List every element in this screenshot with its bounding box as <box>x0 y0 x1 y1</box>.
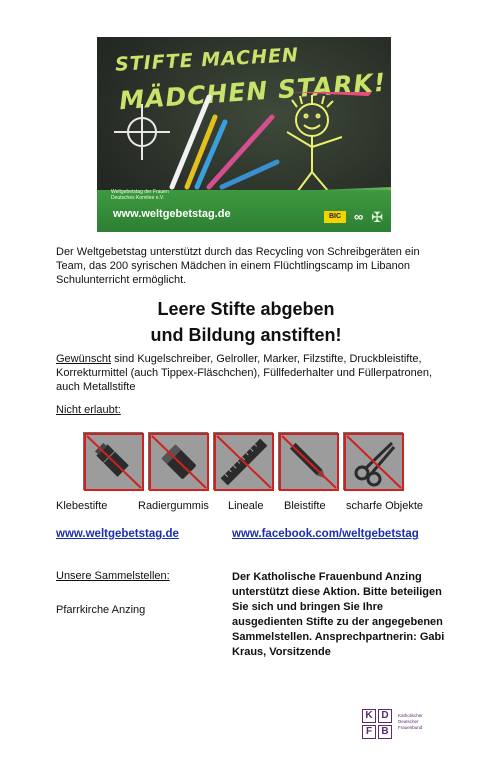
stick-figure-icon <box>287 95 342 192</box>
banner-logos <box>324 211 383 223</box>
kdfb-letter-grid <box>362 709 392 739</box>
banner-headline-line1: STIFTE MACHEN <box>114 44 300 76</box>
banner-headline-line2: MÄDCHEN STARK! <box>118 67 388 116</box>
banner-url: www.weltgebetstag.de <box>113 208 231 220</box>
wanted-paragraph <box>56 352 436 394</box>
wanted-lead: Gewünscht <box>56 353 112 365</box>
infinity-logo-icon: ∞ <box>353 209 364 224</box>
ruler-icon <box>213 432 273 490</box>
label-pencils: Bleistifte <box>284 500 326 512</box>
kdfb-letter-b: B <box>378 725 392 739</box>
kfb-info-text: Der Katholische Frauenbund Anzing unterstützt diese Aktion. Bitte beteiligen Sie sich und bringen Sie Ihre ausgedienten Stifte zu der angegebenen Sammelstellen. Ansprechpartnerin: Gabi Kraus, Vorsitzende <box>232 571 445 658</box>
kdfb-letter-k: K <box>362 709 376 723</box>
chalk-illustration <box>97 92 391 202</box>
kdfb-letter-d: D <box>378 709 392 723</box>
not-allowed-heading: Nicht erlaubt: <box>56 404 121 416</box>
pencil-icon <box>278 432 338 490</box>
scissors-icon <box>343 432 403 490</box>
kdfb-name: Katholischer Deutscher Frauenbund <box>398 713 423 730</box>
label-glue-sticks: Klebestifte <box>56 500 108 512</box>
facebook-link[interactable]: www.facebook.com/weltgebetstag <box>232 528 419 540</box>
pens-icon <box>172 97 277 187</box>
forbidden-items-row <box>83 432 405 490</box>
cross-logo-icon: ✠ <box>371 209 383 225</box>
bic-logo: BIC <box>324 211 346 223</box>
kdfb-letter-f: F <box>362 725 376 739</box>
intro-paragraph: Der Weltgebetstag unterstützt durch das Recycling von Schreibgeräten ein Team, das 200 syrischen Mädchen in einem Flüchtlingscamp im Libanon Schulunterricht ermöglicht. <box>56 246 420 286</box>
eraser-icon <box>148 432 208 490</box>
celtic-cross-icon <box>114 104 170 160</box>
headline-line2: und Bildung anstiften! <box>150 325 342 345</box>
campaign-banner <box>97 37 391 232</box>
kdfb-logo <box>362 709 423 739</box>
label-sharp-objects: scharfe Objekte <box>346 500 424 512</box>
label-rulers: Lineale <box>228 500 264 512</box>
label-erasers: Radiergummis <box>138 500 209 512</box>
collection-points-heading: Unsere Sammelstellen: <box>56 570 170 582</box>
website-link[interactable]: www.weltgebetstag.de <box>56 528 179 540</box>
banner-caption-line1: Weltgebetstag der Frauen <box>111 189 169 195</box>
glue-stick-icon <box>83 432 143 490</box>
banner-caption-line2: Deutsches Komitee e.V. <box>111 195 165 201</box>
collection-point-location: Pfarrkirche Anzing <box>56 604 146 616</box>
headline-line1: Leere Stifte abgeben <box>157 299 335 319</box>
wanted-text: sind Kugelschreiber, Gelroller, Marker, Filzstifte, Druckbleistifte, Korrekturmittel (auch Tippex-Fläschchen), Füllfederhalter und Füllerpatronen, auch Metallstifte <box>56 353 433 393</box>
banner-caption <box>111 189 169 201</box>
